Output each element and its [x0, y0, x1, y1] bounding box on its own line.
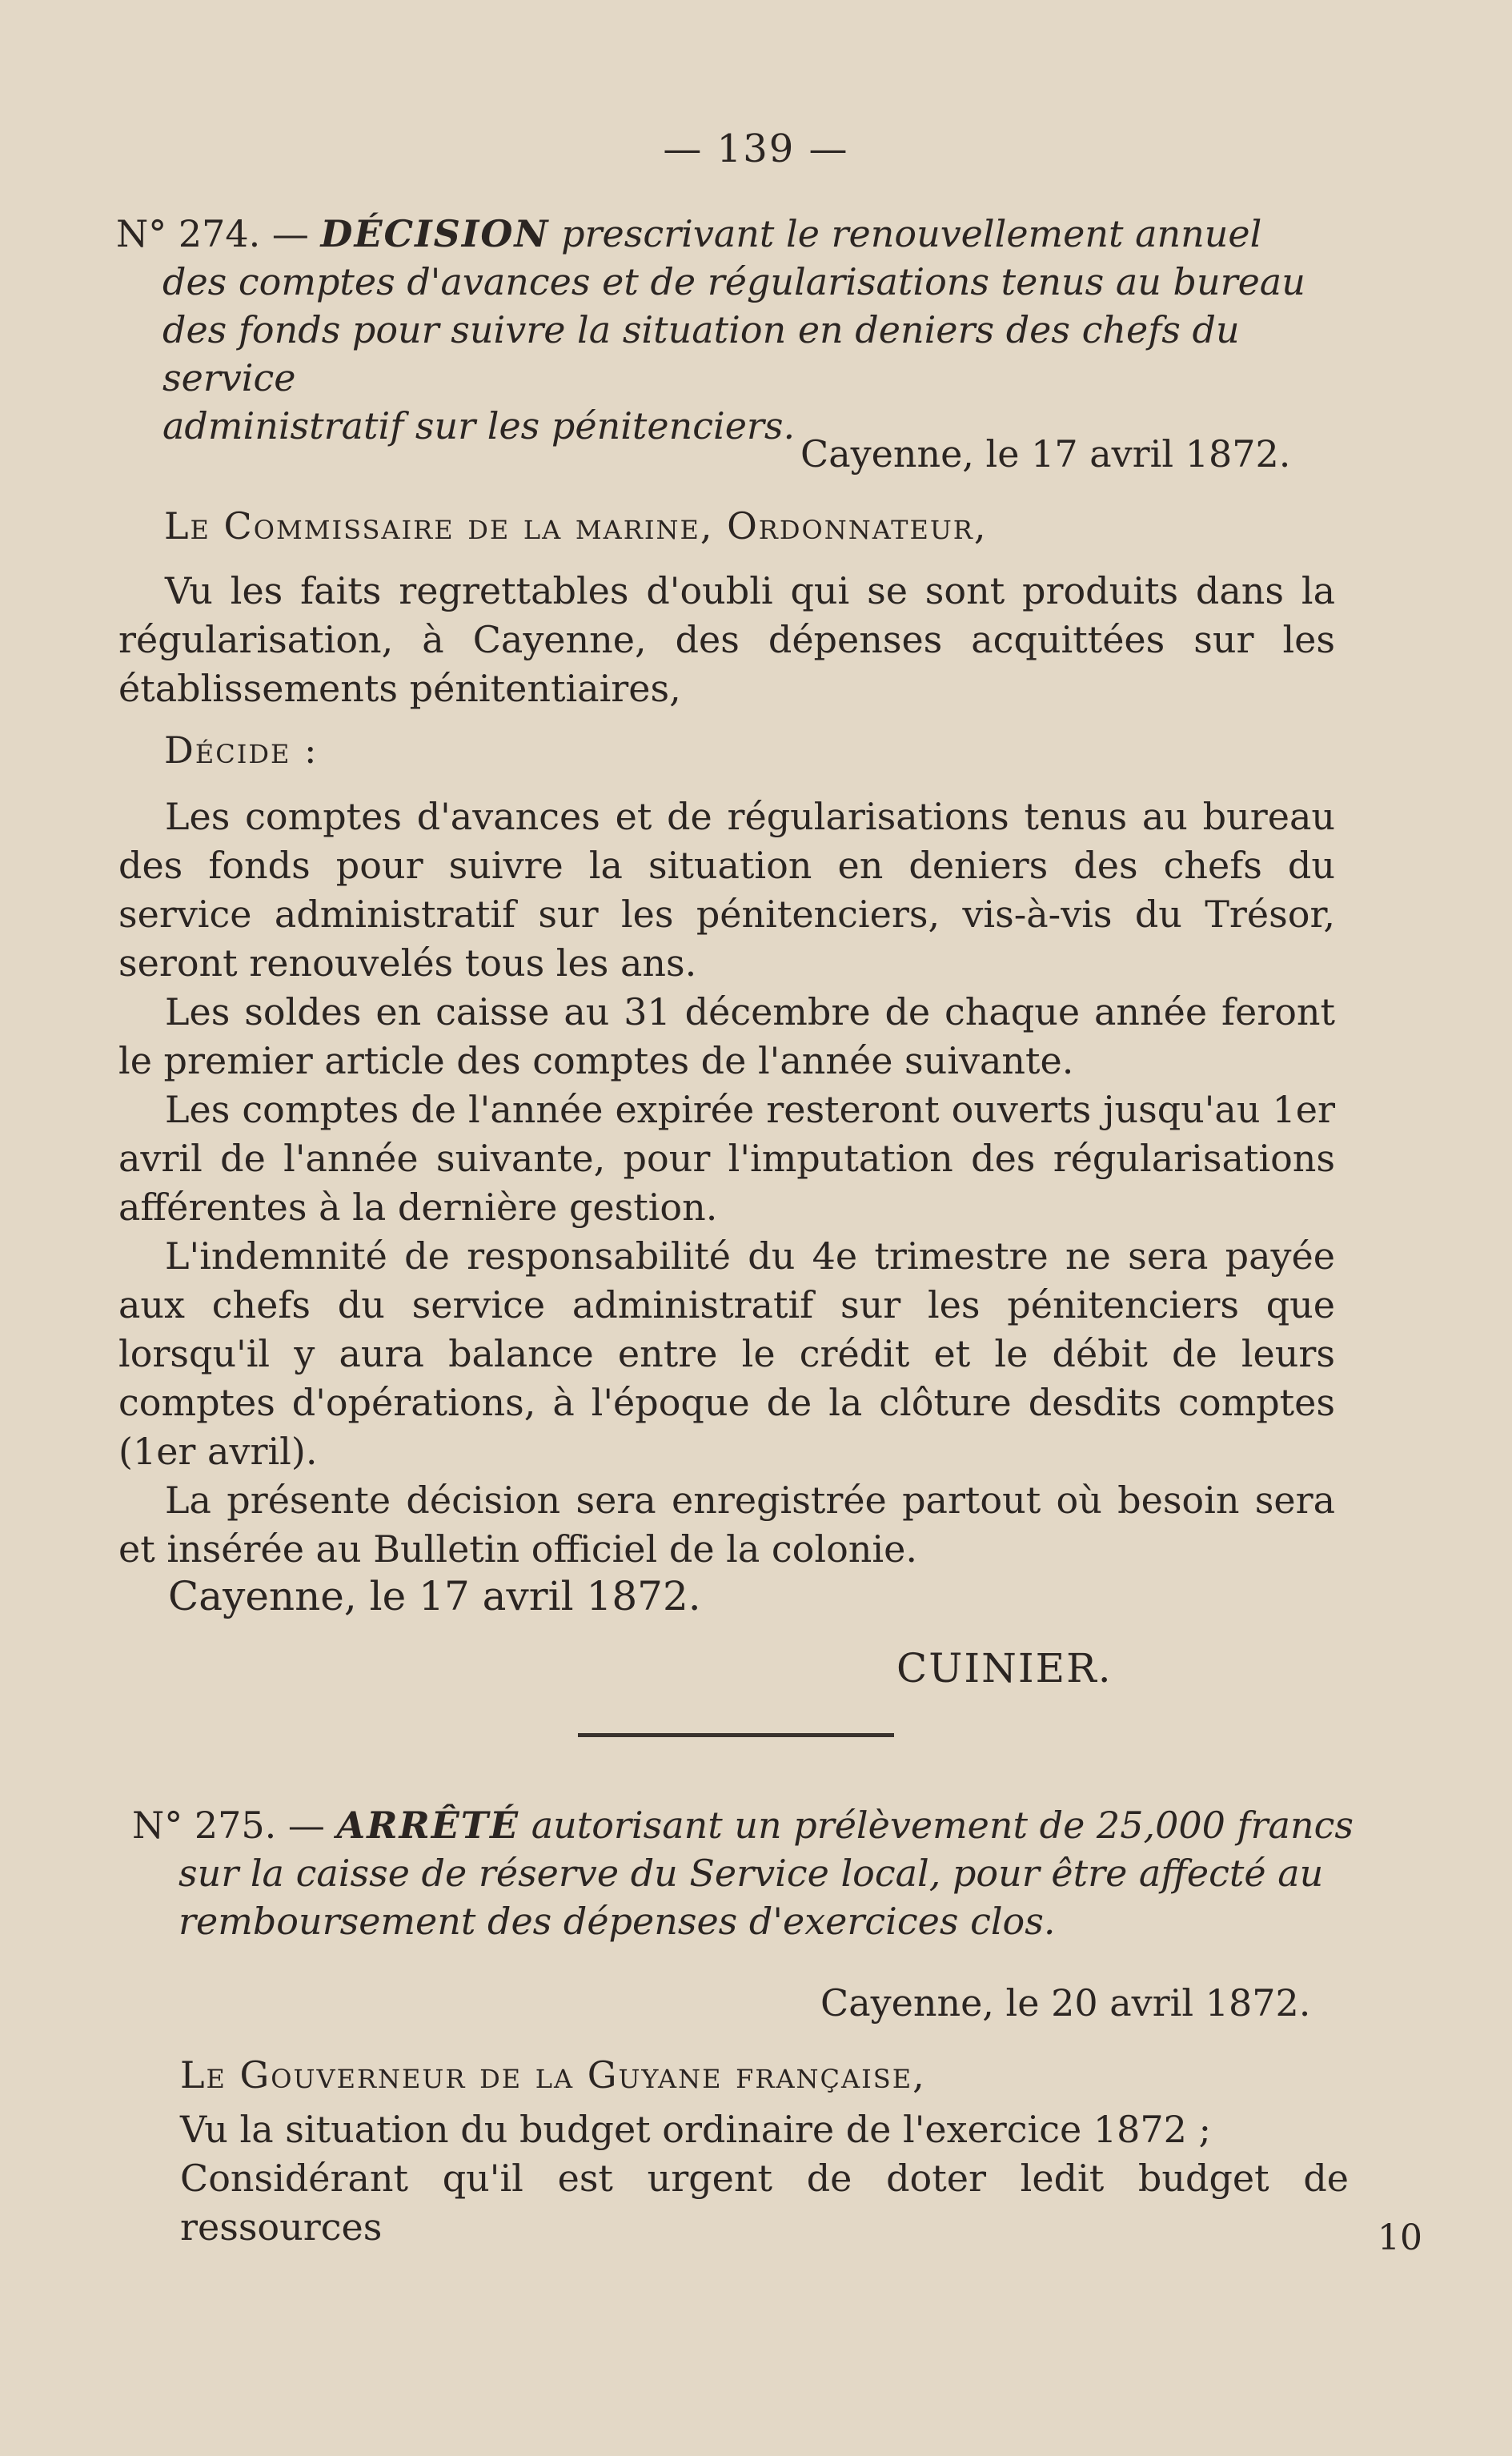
heading-title-line: autorisant un prélèvement de 25,000 francs	[531, 1804, 1354, 1847]
decision-274-dateline: Cayenne, le 17 avril 1872.	[800, 432, 1291, 476]
arrete-275-type: ARRÊTÉ	[336, 1804, 520, 1847]
body-line: Considérant qu'il est urgent de doter ledit budget de ressources	[180, 2157, 1349, 2249]
decision-274-type: DÉCISION	[320, 212, 550, 255]
decision-274-decide: Décide :	[164, 728, 319, 772]
decision-274-preamble: Vu les faits regrettables d'oubli qui se sont produits dans la régularisation, à Cayenne, des dépenses acquittées sur les établissements pénitentiaires,	[118, 569, 1335, 710]
heading-first-line	[116, 210, 1365, 258]
decision-274-body	[118, 793, 1335, 1574]
heading-title-line: des fonds pour suivre la situation en deniers des chefs du service	[162, 308, 1240, 399]
decision-274-signature: CUINIER.	[896, 1645, 1113, 1692]
body-paragraph: Les comptes d'avances et de régularisations tenus au bureau des fonds pour suivre la situation en deniers des chefs du service administratif sur les pénitenciers, vis-à-vis du Trésor, seront renouvelés tous les ans.	[118, 795, 1335, 985]
decision-274-preamble-block	[118, 567, 1335, 713]
body-paragraph: La présente décision sera enregistrée partout où besoin sera et insérée au Bulletin officiel de la colonie.	[118, 1479, 1335, 1571]
decision-274-closing-date: Cayenne, le 17 avril 1872.	[168, 1573, 701, 1619]
decision-274-authority: Le Commissaire de la marine, Ordonnateur,	[164, 504, 988, 548]
decision-274-number: N° 274. —	[116, 212, 309, 255]
body-line: Vu la situation du budget ordinaire de l'exercice 1872 ;	[180, 2108, 1211, 2151]
heading-title-line: administratif sur les pénitenciers.	[162, 404, 796, 447]
section-divider	[578, 1733, 894, 1737]
arrete-275-heading	[132, 1801, 1365, 1945]
page-number: — 139 —	[663, 126, 849, 171]
heading-first-line	[132, 1801, 1365, 1849]
body-paragraph: Les comptes de l'année expirée resteront ouverts jusqu'au 1er avril de l'année suivante, pour l'imputation des régularisations afférentes à la dernière gestion.	[118, 1088, 1335, 1229]
arrete-275-body	[180, 2105, 1349, 2252]
heading-title-line: sur la caisse de réserve du Service local, pour être affecté au	[178, 1852, 1324, 1895]
body-paragraph: Les soldes en caisse au 31 décembre de chaque année feront le premier article des comptes de l'année suivante.	[118, 990, 1335, 1082]
arrete-275-number: N° 275. —	[132, 1804, 325, 1847]
decision-274-heading	[116, 210, 1365, 450]
heading-title-line: prescrivant le renouvellement annuel	[561, 212, 1262, 255]
heading-title-line: des comptes d'avances et de régularisations tenus au bureau	[162, 260, 1305, 303]
arrete-275-authority: Le Gouverneur de la Guyane française,	[180, 2053, 926, 2097]
heading-title-line: remboursement des dépenses d'exercices clos.	[178, 1900, 1056, 1943]
signature-mark: 10	[1378, 2217, 1422, 2258]
body-paragraph: L'indemnité de responsabilité du 4e trimestre ne sera payée aux chefs du service administratif sur les pénitenciers que lorsqu'il y aura balance entre le crédit et le débit de leurs comptes d'opérations, à l'époque de la clôture desdits comptes (1er avril).	[118, 1234, 1335, 1473]
arrete-275-dateline: Cayenne, le 20 avril 1872.	[820, 1981, 1311, 2025]
